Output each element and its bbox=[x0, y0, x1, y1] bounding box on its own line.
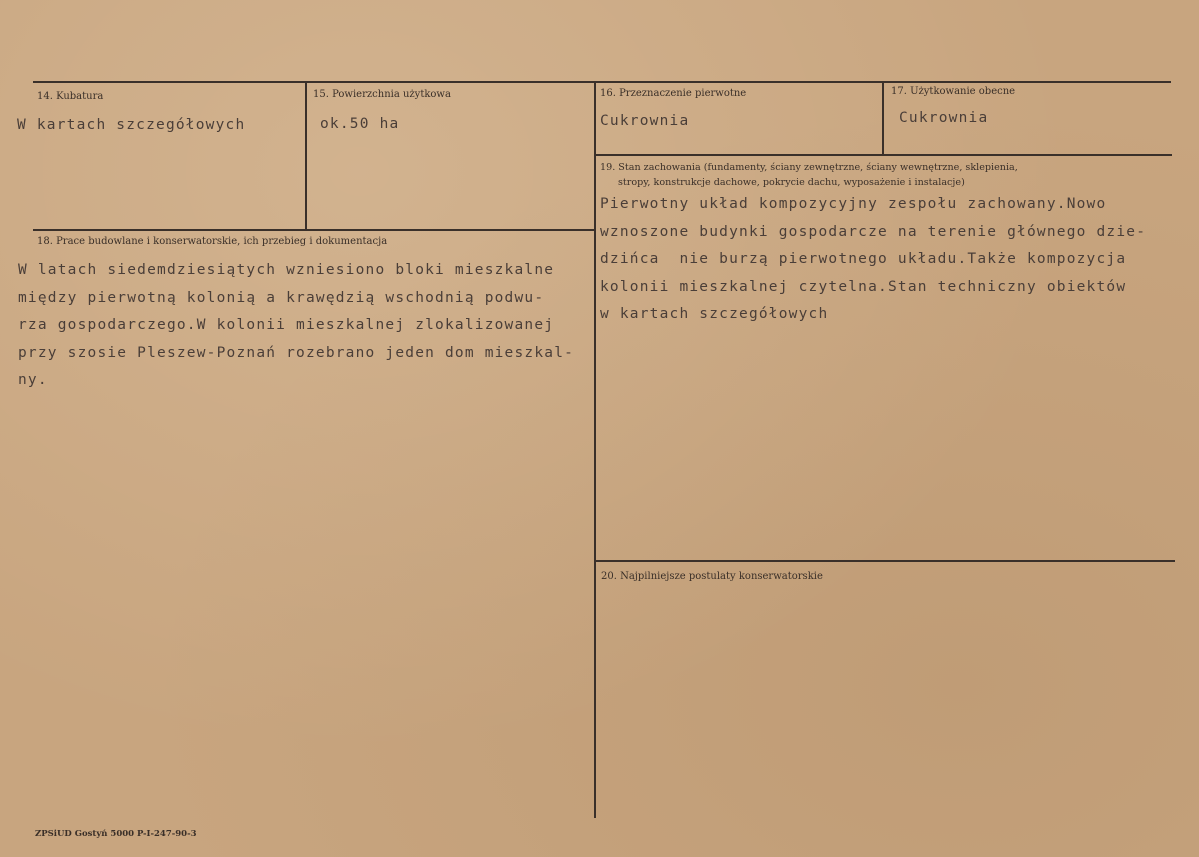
przeznaczenie-value: Cukrownia bbox=[600, 113, 690, 129]
prace-line: ny. bbox=[18, 372, 48, 388]
stan-line: kolonii mieszkalnej czytelna.Stan techniczny obiektów bbox=[600, 278, 1127, 295]
stan-label-line2: stropy, konstrukcje dachowe, pokrycie dachu, wyposażenie i instalacje) bbox=[618, 177, 965, 188]
prace-line: między pierwotną kolonią a krawędzią wschodnią podwu- bbox=[18, 289, 545, 306]
stan-line: Pierwotny układ kompozycyjny zespołu zachowany.Nowo bbox=[600, 196, 1107, 212]
prace-line: rza gospodarczego.W kolonii mieszkalnej zlokalizowanej bbox=[18, 317, 555, 333]
stan-label-line1: 19. Stan zachowania (fundamenty, ściany zewnętrzne, ściany wewnętrzne, sklepienia, bbox=[600, 162, 1018, 173]
rule-above-19 bbox=[595, 154, 1172, 156]
uzytkowanie-label: 17. Użytkowanie obecne bbox=[891, 86, 1016, 97]
stan-text bbox=[600, 191, 1146, 329]
prace-text bbox=[18, 257, 574, 395]
prace-line: przy szosie Pleszew-Poznań rozebrano jeden dom mieszkal- bbox=[18, 344, 575, 361]
prace-line: W latach siedemdziesiątych wzniesiono bloki mieszkalne bbox=[18, 262, 555, 278]
rule-above-18 bbox=[33, 229, 595, 231]
przeznaczenie-label: 16. Przeznaczenie pierwotne bbox=[600, 88, 747, 99]
uzytkowanie-value: Cukrownia bbox=[899, 110, 989, 126]
powierzchnia-value: ok.50 ha bbox=[320, 116, 400, 132]
kubatura-value: W kartach szczegółowych bbox=[17, 117, 246, 133]
powierzchnia-label: 15. Powierzchnia użytkowa bbox=[313, 89, 451, 100]
rule-above-20 bbox=[595, 560, 1175, 562]
print-footer: ZPSiUD Gostyń 5000 P-I-247-90-3 bbox=[35, 829, 197, 839]
top-rule bbox=[33, 81, 1171, 83]
divider-16-17 bbox=[882, 81, 884, 156]
postulaty-label: 20. Najpilniejsze postulaty konserwatorskie bbox=[601, 571, 823, 582]
divider-14-15 bbox=[305, 82, 307, 230]
center-divider bbox=[594, 82, 596, 818]
stan-line: w kartach szczegółowych bbox=[600, 306, 829, 322]
prace-label: 18. Prace budowlane i konserwatorskie, ich przebieg i dokumentacja bbox=[37, 236, 388, 247]
stan-line: dzińca nie burzą pierwotnego układu.Także kompozycja bbox=[600, 251, 1127, 267]
kubatura-label: 14. Kubatura bbox=[37, 91, 104, 102]
stan-line: wznoszone budynki gospodarcze na terenie głównego dzie- bbox=[600, 223, 1147, 240]
